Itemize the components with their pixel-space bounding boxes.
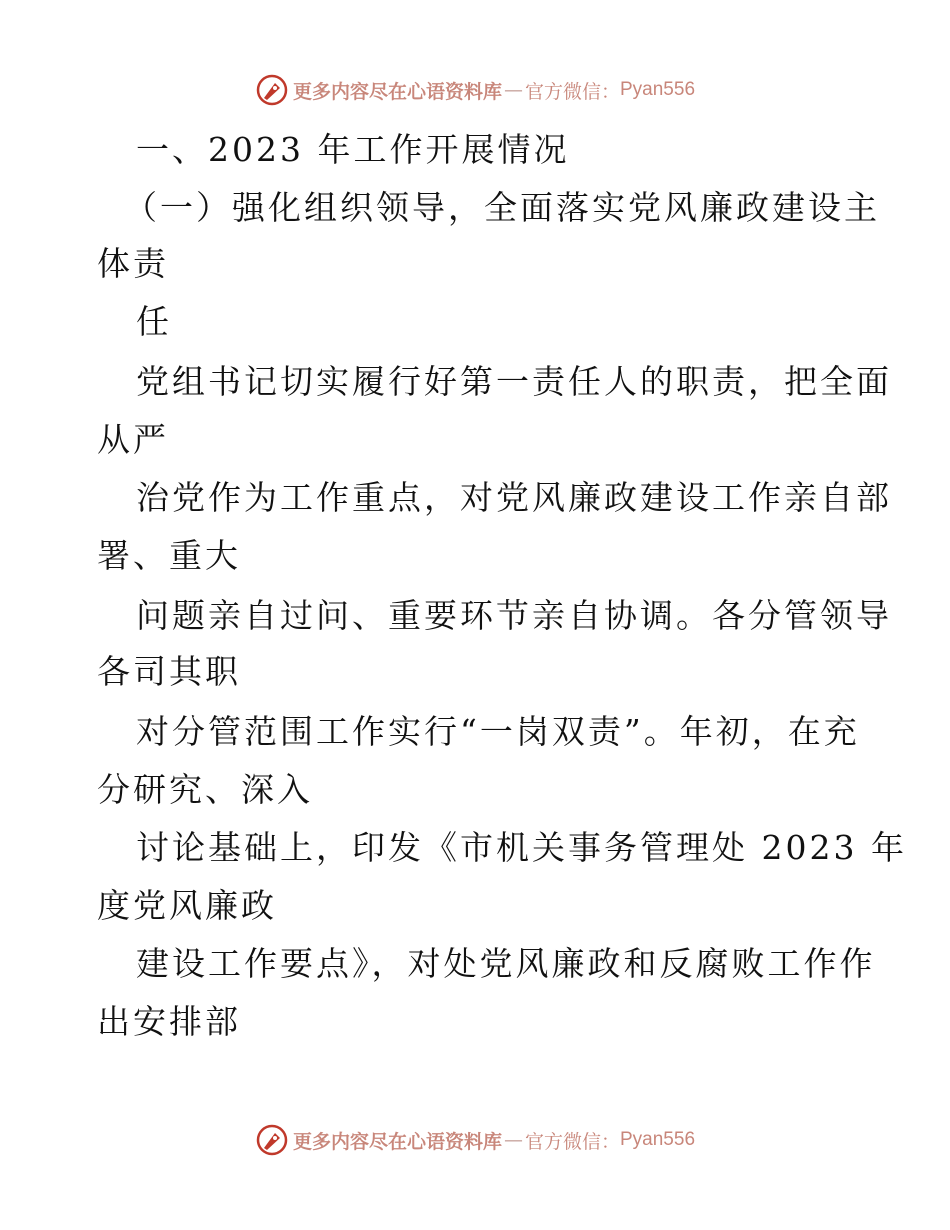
watermark-wechat-id: Pyan556 xyxy=(620,79,696,100)
watermark-main-text: 更多内容尽在心语资料库 xyxy=(292,80,502,103)
paragraph-line: 体责 xyxy=(97,244,169,283)
paragraph-line: 署、重大 xyxy=(97,536,241,575)
paragraph-line: 治党作为工作重点，对党风廉政建设工作亲自部 xyxy=(136,478,892,517)
paragraph-line: 建设工作要点》，对处党风廉政和反腐败工作作 xyxy=(136,944,876,983)
paragraph-line: 讨论基础上，印发《市机关事务管理处 2023 年 xyxy=(136,828,907,867)
header-watermark xyxy=(0,70,950,110)
watermark-sub-text: 官方微信： xyxy=(524,80,620,103)
paragraph-line: 分研究、深入 xyxy=(97,770,313,809)
watermark-dash: — xyxy=(503,1129,523,1151)
paragraph-line: 任 xyxy=(136,302,172,341)
pen-nib-logo-icon xyxy=(255,73,289,107)
paragraph-line: 问题亲自过问、重要环节亲自协调。各分管领导 xyxy=(136,596,892,635)
watermark-wechat-id: Pyan556 xyxy=(620,1129,696,1150)
pen-nib-logo-icon xyxy=(255,1123,289,1157)
watermark-main-text: 更多内容尽在心语资料库 xyxy=(292,1130,502,1153)
paragraph-line: 党组书记切实履行好第一责任人的职责，把全面 xyxy=(136,362,892,401)
watermark-dash: — xyxy=(503,79,523,101)
section-heading: 一、2023 年工作开展情况 xyxy=(136,130,570,169)
paragraph-line: 对分管范围工作实行“一岗双责”。年初，在充 xyxy=(136,712,860,751)
watermark-sub-text: 官方微信： xyxy=(524,1130,620,1153)
paragraph-line: 从严 xyxy=(97,420,169,459)
subsection-heading: （一）强化组织领导，全面落实党风廉政建设主 xyxy=(124,188,880,227)
footer-watermark xyxy=(0,1120,950,1160)
paragraph-line: 度党风廉政 xyxy=(97,886,277,925)
paragraph-line: 出安排部 xyxy=(97,1002,241,1041)
paragraph-line: 各司其职 xyxy=(97,652,241,691)
